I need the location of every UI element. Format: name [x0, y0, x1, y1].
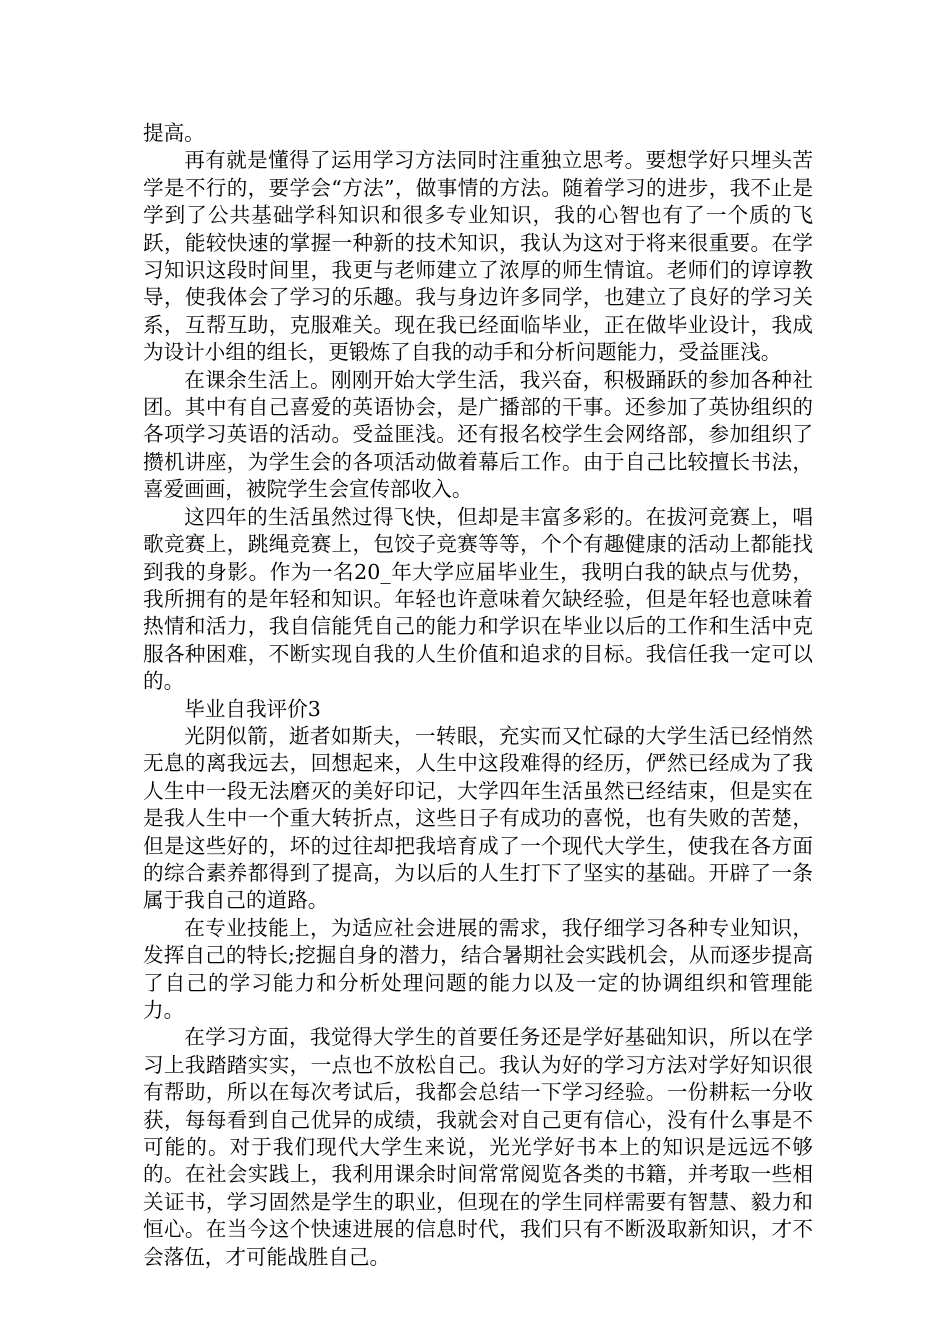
section-heading: 毕业自我评价3	[184, 696, 321, 721]
document-page	[143, 120, 813, 1271]
paragraph-extracurricular: 在课余生活上。刚刚开始大学生活，我兴奋，积极踊跃的参加各种社团。其中有自己喜爱的英语协会，是广播部的干事。还参加了英协组织的各项学习英语的活动。受益匪浅。还有报名校学生会网络部，参加组织了攒机讲座，为学生会的各项活动做着幕后工作。由于自己比较擅长书法，喜爱画画，被院学生会宣传部收入。	[143, 367, 813, 502]
paragraph-learning: 在学习方面，我觉得大学生的首要任务还是学好基础知识，所以在学习上我踏踏实实，一点也不放松自己。我认为好的学习方法对学好知识很有帮助，所以在每次考试后，我都会总结一下学习经验。一份耕耘一分收获，每每看到自己优异的成绩，我就会对自己更有信心，没有什么事是不可能的。对于我们现代大学生来说，光光学好书本上的知识是远远不够的。在社会实践上，我利用课余时间常常阅览各类的书籍，并考取一些相关证书，学习固然是学生的职业，但现在的学生同样需要有智慧、毅力和恒心。在当今这个快速进展的信息时代，我们只有不断汲取新知识，才不会落伍，才可能战胜自己。	[143, 1025, 813, 1269]
paragraph-continuation: 提高。	[143, 121, 205, 145]
paragraph-four-years: 这四年的生活虽然过得飞快，但却是丰富多彩的。在拔河竞赛上，唱歌竞赛上，跳绳竞赛上，包饺子竞赛等等，个个有趣健康的活动上都能找到我的身影。作为一名20_年大学应届毕业生，我明白我的缺点与优势，我所拥有的是年轻和知识。年轻也许意味着欠缺经验，但是年轻也意味着热情和活力，我自信能凭自己的能力和学识在毕业以后的工作和生活中克服各种困难，不断实现自我的人生价值和追求的目标。我信任我一定可以的。	[143, 504, 813, 694]
paragraph-professional-skills: 在专业技能上，为适应社会进展的需求，我仔细学习各种专业知识，发挥自己的特长;挖掘自身的潜力，结合暑期社会实践机会，从而逐步提高了自己的学习能力和分析处理问题的能力以及一定的协调组织和管理能力。	[143, 915, 813, 1022]
paragraph-time-flies: 光阴似箭，逝者如斯夫，一转眼，充实而又忙碌的大学生活已经悄然无息的离我远去，回想起来，人生中这段难得的经历，俨然已经成为了我人生中一段无法磨灭的美好印记，大学四年生活虽然已经结束，但是实在是我人生中一个重大转折点，这些日子有成功的喜悦，也有失败的苦楚，但是这些好的，坏的过往却把我培育成了一个现代大学生，使我在各方面的综合素养都得到了提高，为以后的人生打下了坚实的基础。开辟了一条属于我自己的道路。	[143, 723, 813, 913]
paragraph-study-methods: 再有就是懂得了运用学习方法同时注重独立思考。要想学好只埋头苦学是不行的，要学会“方法”，做事情的方法。随着学习的进步，我不止是学到了公共基础学科知识和很多专业知识，我的心智也有了一个质的飞跃，能较快速的掌握一种新的技术知识，我认为这对于将来很重要。在学习知识这段时间里，我更与老师建立了浓厚的师生情谊。老师们的谆谆教导，使我体会了学习的乐趣。我与身边许多同学，也建立了良好的学习关系，互帮互助，克服难关。现在我已经面临毕业，正在做毕业设计，我成为设计小组的组长，更锻炼了自我的动手和分析问题能力，受益匪浅。	[143, 148, 813, 365]
